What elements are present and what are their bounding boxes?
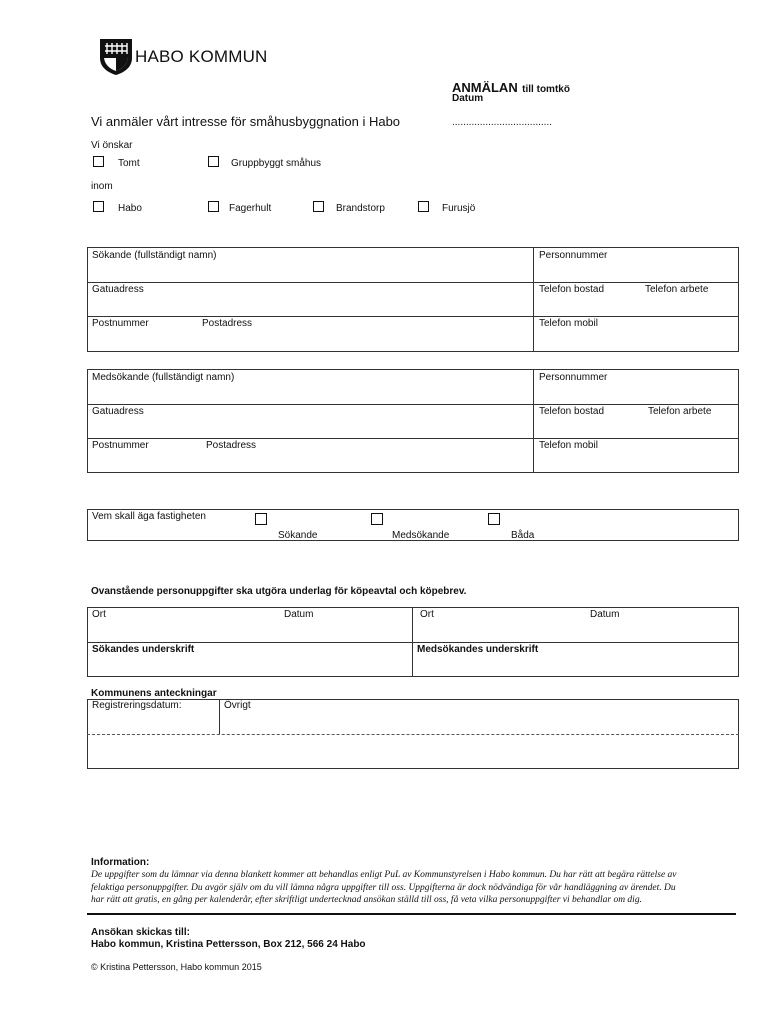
medsokande-ort-field[interactable]: Ort [420, 609, 434, 620]
coapplicant-tel-bostad-field[interactable]: Telefon bostad [539, 406, 605, 417]
applicant-postadress-field[interactable]: Postadress [202, 318, 253, 329]
info-line-2: felaktiga personuppgifter. Du avgör själv om du vill lämna några uppgifter till oss. Uppgifterna är dock nödvändiga för vår handläggning av ärendet. Du [91, 882, 676, 893]
registreringsdatum-field[interactable]: Registreringsdatum: [92, 700, 182, 711]
applicant-tel-arbete-field[interactable]: Telefon arbete [645, 284, 709, 295]
applicant-tel-mobil-field[interactable]: Telefon mobil [539, 318, 598, 329]
owner-option-sokande: Sökande [278, 530, 318, 541]
applicant-personnummer-field[interactable]: Personnummer [539, 250, 608, 261]
option-fagerhult: Fagerhult [229, 203, 272, 214]
sokande-ort-field[interactable]: Ort [92, 609, 106, 620]
info-title: Information: [91, 857, 150, 868]
notes-title: Kommunens anteckningar [91, 688, 217, 699]
applicant-table [87, 247, 739, 352]
medsokande-datum-field[interactable]: Datum [590, 609, 620, 620]
info-text [91, 869, 741, 907]
applicant-postnummer-field[interactable]: Postnummer [92, 318, 149, 329]
applicant-name-field[interactable]: Sökande (fullständigt namn) [92, 250, 217, 261]
checkbox-habo[interactable] [93, 201, 104, 212]
title-main: ANMÄLAN [452, 80, 518, 95]
coapplicant-tel-mobil-field[interactable]: Telefon mobil [539, 440, 598, 451]
sokande-signature-field[interactable]: Sökandes underskrift [92, 644, 195, 655]
basis-text: Ovanstående personuppgifter ska utgöra underlag för köpeavtal och köpebrev. [91, 586, 467, 597]
checkbox-tomt[interactable] [93, 156, 104, 167]
coat-of-arms-icon [99, 38, 133, 76]
datum-field[interactable]: .................................... [452, 117, 553, 128]
checkbox-fagerhult[interactable] [208, 201, 219, 212]
applicant-tel-bostad-field[interactable]: Telefon bostad [539, 284, 605, 295]
wish-label: Vi önskar [91, 140, 133, 151]
option-brandstorp: Brandstorp [336, 203, 385, 214]
coapplicant-gatuadress-field[interactable]: Gatuadress [92, 406, 144, 417]
applicant-gatuadress-field[interactable]: Gatuadress [92, 284, 144, 295]
datum-label: Datum [452, 93, 484, 104]
option-habo: Habo [118, 203, 142, 214]
owner-label: Vem skall äga fastigheten [92, 511, 206, 522]
title-suffix: till tomtkö [522, 84, 570, 95]
logo [99, 38, 268, 81]
checkbox-furusjo[interactable] [418, 201, 429, 212]
medsokande-signature-field[interactable]: Medsökandes underskrift [417, 644, 539, 655]
coapplicant-tel-arbete-field[interactable]: Telefon arbete [648, 406, 712, 417]
checkbox-owner-medsokande[interactable] [371, 513, 383, 525]
checkbox-owner-sokande[interactable] [255, 513, 267, 525]
send-label: Ansökan skickas till: [91, 927, 190, 938]
coapplicant-personnummer-field[interactable]: Personnummer [539, 372, 608, 383]
logo-text: HABO KOMMUN [135, 47, 268, 66]
option-furusjo: Furusjö [442, 203, 476, 214]
option-gruppbyggt: Gruppbyggt småhus [231, 158, 322, 169]
info-line-3: har rätt att gratis, en gång per kalenderår, efter skriftligt undertecknad ansökan ställd till oss, få veta vilka personuppgifter vi behandlar om dig. [91, 895, 642, 905]
ovrigt-field[interactable]: Övrigt [224, 700, 251, 711]
coapplicant-name-field[interactable]: Medsökande (fullständigt namn) [92, 372, 235, 383]
checkbox-brandstorp[interactable] [313, 201, 324, 212]
sokande-datum-field[interactable]: Datum [284, 609, 314, 620]
intro-text: Vi anmäler vårt intresse för småhusbyggnation i Habo [91, 114, 401, 129]
divider [87, 913, 736, 915]
option-tomt: Tomt [118, 158, 140, 169]
owner-option-medsokande: Medsökande [392, 530, 450, 541]
send-address: Habo kommun, Kristina Pettersson, Box 212, 566 24 Habo [91, 939, 366, 950]
copyright: © Kristina Pettersson, Habo kommun 2015 [91, 962, 262, 972]
coapplicant-table [87, 369, 739, 473]
coapplicant-postnummer-field[interactable]: Postnummer [92, 440, 149, 451]
checkbox-gruppbyggt[interactable] [208, 156, 219, 167]
info-line-1: De uppgifter som du lämnar via denna blankett kommer att behandlas enligt PuL av Kommunstyrelsen i Habo kommun. Du har rätt att begära rättelse av [91, 870, 677, 880]
within-label: inom [91, 181, 113, 192]
coapplicant-postadress-field[interactable]: Postadress [206, 440, 257, 451]
owner-option-bada: Båda [511, 530, 535, 541]
checkbox-owner-bada[interactable] [488, 513, 500, 525]
